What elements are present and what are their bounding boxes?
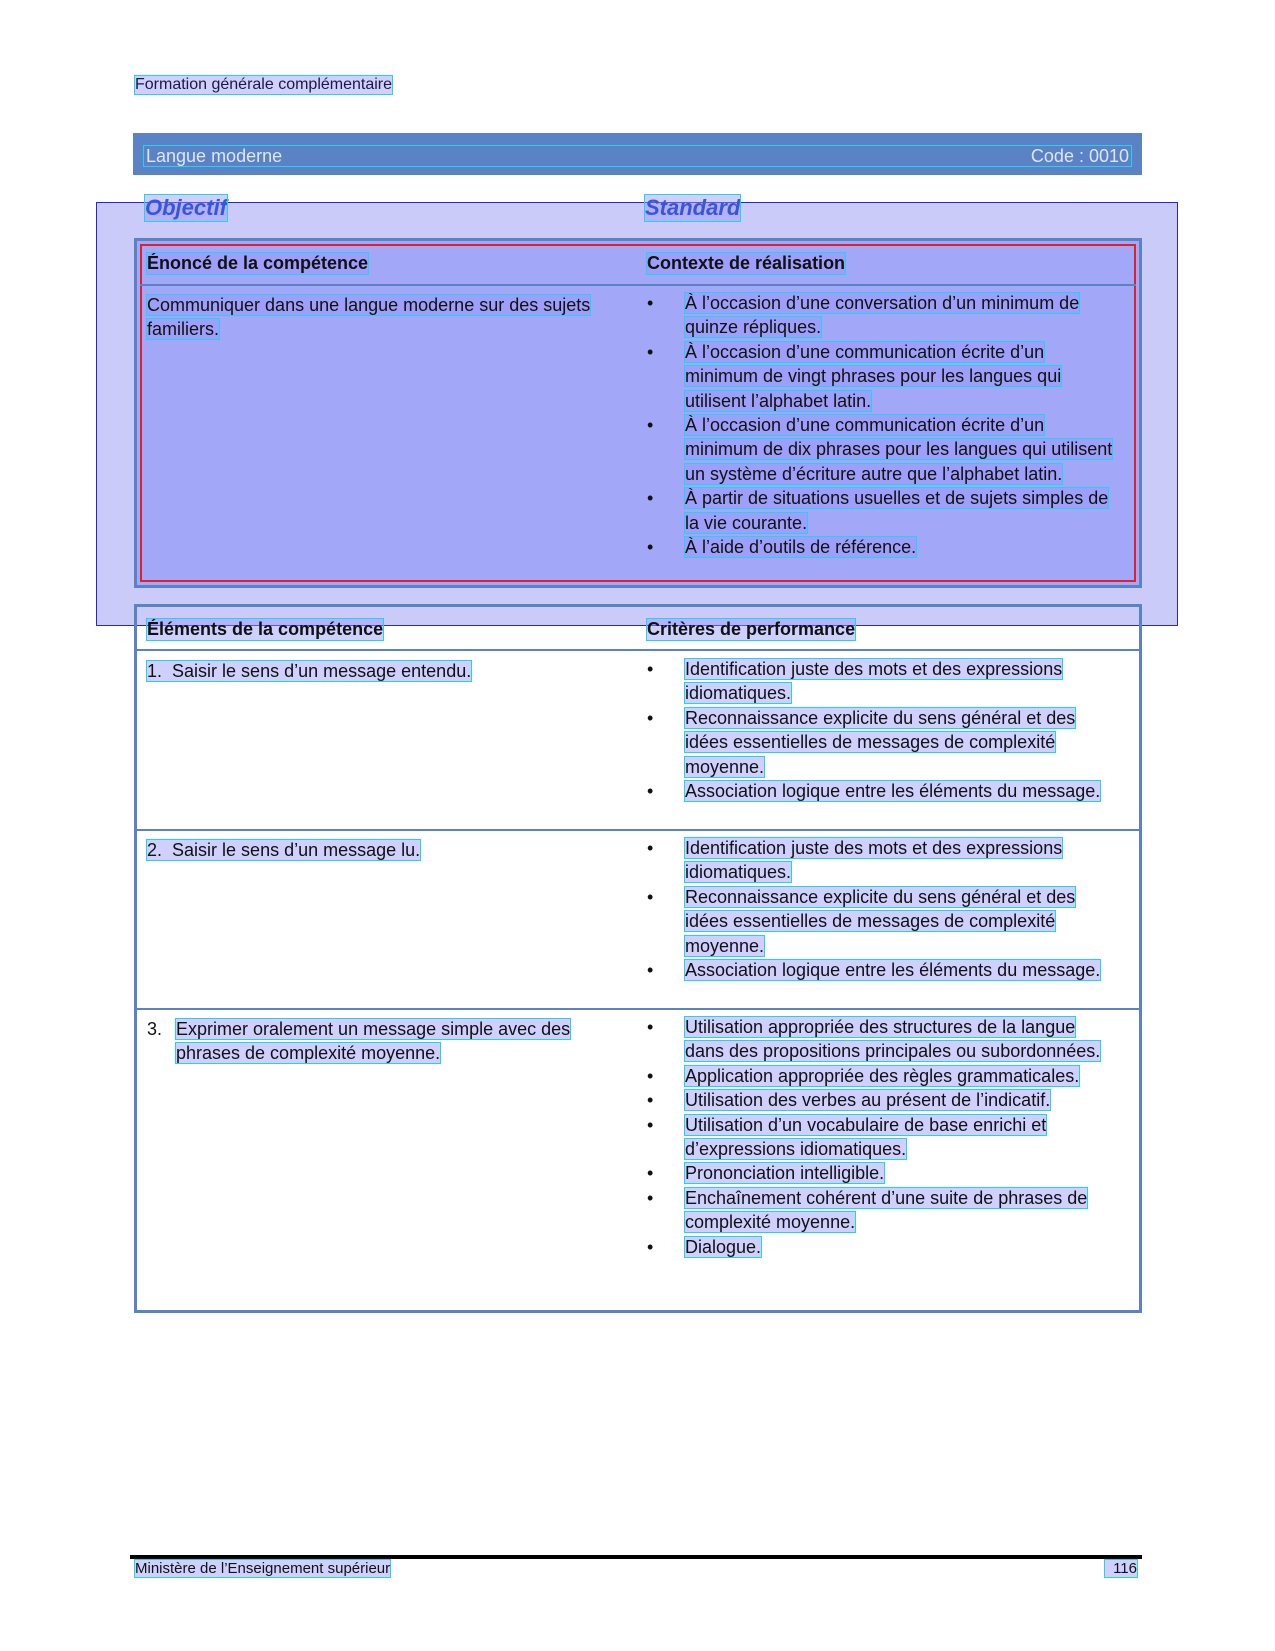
bullet-icon: •: [647, 781, 654, 802]
bullet-item: [647, 1186, 1117, 1235]
bullet-text: À l’occasion d’une conversation d’un minimum de quinze répliques.: [685, 293, 1080, 338]
bullet-text: À l’occasion d’une communication écrite d’un minimum de dix phrases pour les langues qui utilisent un système d’écriture autre que l’alphabet latin.: [685, 415, 1113, 484]
bullet-icon: •: [647, 1236, 654, 1257]
bullet-text: Association logique entre les éléments du message.: [685, 781, 1101, 802]
bullet-item: [647, 413, 1117, 486]
bullet-text: À l’occasion d’une communication écrite d’un minimum de vingt phrases pour les langues qui utilisent l’alphabet latin.: [685, 341, 1062, 411]
element-text: 1. Saisir le sens d’un message entendu.: [147, 661, 472, 681]
bullet-icon: •: [647, 838, 654, 858]
bullet-text: Prononciation intelligible.: [685, 1163, 885, 1184]
bullet-item: [647, 1113, 1117, 1162]
bullet-item: [647, 958, 1117, 982]
page-number: 116: [1105, 1560, 1137, 1577]
bullet-icon: •: [647, 1187, 654, 1208]
bullet-icon: •: [647, 1065, 654, 1086]
elements-header-rule: [137, 649, 1139, 651]
course-banner-bar: [143, 145, 1132, 167]
elements-header: Éléments de la compétence: [147, 619, 384, 639]
bullet-icon: •: [647, 1163, 654, 1184]
course-name: Langue moderne: [146, 146, 283, 166]
bullet-icon: •: [647, 293, 654, 313]
competence-statement-text: Communiquer dans une langue moderne sur des sujets familiers.: [147, 295, 591, 340]
element-row-2: [147, 838, 617, 862]
element-number: 3.: [147, 1019, 163, 1039]
bullet-item: [647, 535, 1117, 559]
context-header: Contexte de réalisation: [647, 253, 846, 273]
bullet-item: [647, 291, 1117, 340]
bullet-icon: •: [647, 659, 654, 679]
bullet-icon: •: [647, 1114, 654, 1135]
bullet-icon: •: [647, 341, 654, 362]
bullet-icon: •: [647, 1017, 654, 1037]
bullet-icon: •: [647, 488, 654, 509]
bullet-text: Enchaînement cohérent d’une suite de phrases de complexité moyenne.: [685, 1187, 1088, 1233]
program-title: Formation générale complémentaire: [135, 76, 393, 93]
bullet-icon: •: [647, 707, 654, 728]
element-text: Exprimer oralement un message simple avec des phrases de complexité moyenne.: [176, 1019, 571, 1064]
bullet-text: Utilisation d’un vocabulaire de base enrichi et d’expressions idiomatiques.: [685, 1114, 1047, 1160]
course-code: Code : 0010: [1030, 146, 1129, 166]
elements-table: [134, 604, 1142, 1313]
criteria-list-3: [647, 1015, 1117, 1259]
bullet-text: À l’aide d’outils de référence.: [685, 537, 917, 558]
bullet-text: Reconnaissance explicite du sens général et des idées essentielles de messages de complexité moyenne.: [685, 886, 1076, 956]
criteria-list-2: [647, 836, 1117, 982]
bullet-item: [647, 1015, 1117, 1064]
bullet-icon: •: [647, 1090, 654, 1111]
competence-header-rule: [140, 284, 1136, 286]
footer-rule: [130, 1555, 1142, 1559]
competence-statement: [147, 293, 617, 342]
bullet-item: [647, 1088, 1117, 1112]
objective-heading: Objectif: [145, 195, 227, 220]
bullet-icon: •: [647, 415, 654, 436]
bullet-item: [647, 779, 1117, 803]
standard-heading: Standard: [645, 195, 741, 220]
bullet-item: [647, 1064, 1117, 1088]
competence-table: [134, 238, 1142, 588]
row-separator: [137, 829, 1139, 831]
bullet-icon: •: [647, 537, 654, 558]
bullet-item: [647, 706, 1117, 779]
bullet-item: [647, 486, 1117, 535]
footer-ministry: Ministère de l’Enseignement supérieur: [135, 1560, 391, 1577]
element-row-1: [147, 659, 617, 683]
bullet-icon: •: [647, 886, 654, 907]
statement-header: Énoncé de la compétence: [147, 253, 369, 273]
bullet-item: [647, 657, 1117, 706]
bullet-item: [647, 885, 1117, 958]
criteria-header: Critères de performance: [647, 619, 856, 639]
row-separator: [137, 1008, 1139, 1010]
bullet-item: [647, 1161, 1117, 1185]
course-banner: [133, 133, 1142, 175]
element-text: 2. Saisir le sens d’un message lu.: [147, 840, 421, 860]
bullet-icon: •: [647, 960, 654, 981]
bullet-text: Identification juste des mots et des expressions idiomatiques.: [685, 838, 1063, 883]
context-list: [647, 291, 1117, 559]
bullet-text: Reconnaissance explicite du sens général et des idées essentielles de messages de complexité moyenne.: [685, 707, 1076, 777]
bullet-text: À partir de situations usuelles et de sujets simples de la vie courante.: [685, 488, 1109, 533]
bullet-text: Utilisation des verbes au présent de l’indicatif.: [685, 1090, 1051, 1111]
bullet-text: Utilisation appropriée des structures de la langue dans des propositions principales ou subordonnées.: [685, 1017, 1101, 1062]
bullet-item: [647, 1235, 1117, 1259]
bullet-text: Dialogue.: [685, 1236, 762, 1257]
bullet-text: Association logique entre les éléments du message.: [685, 960, 1101, 981]
bullet-text: Identification juste des mots et des expressions idiomatiques.: [685, 659, 1063, 704]
element-row-3: [147, 1017, 617, 1066]
bullet-item: [647, 340, 1117, 413]
bullet-text: Application appropriée des règles grammaticales.: [685, 1065, 1080, 1086]
bullet-item: [647, 836, 1117, 885]
criteria-list-1: [647, 657, 1117, 803]
